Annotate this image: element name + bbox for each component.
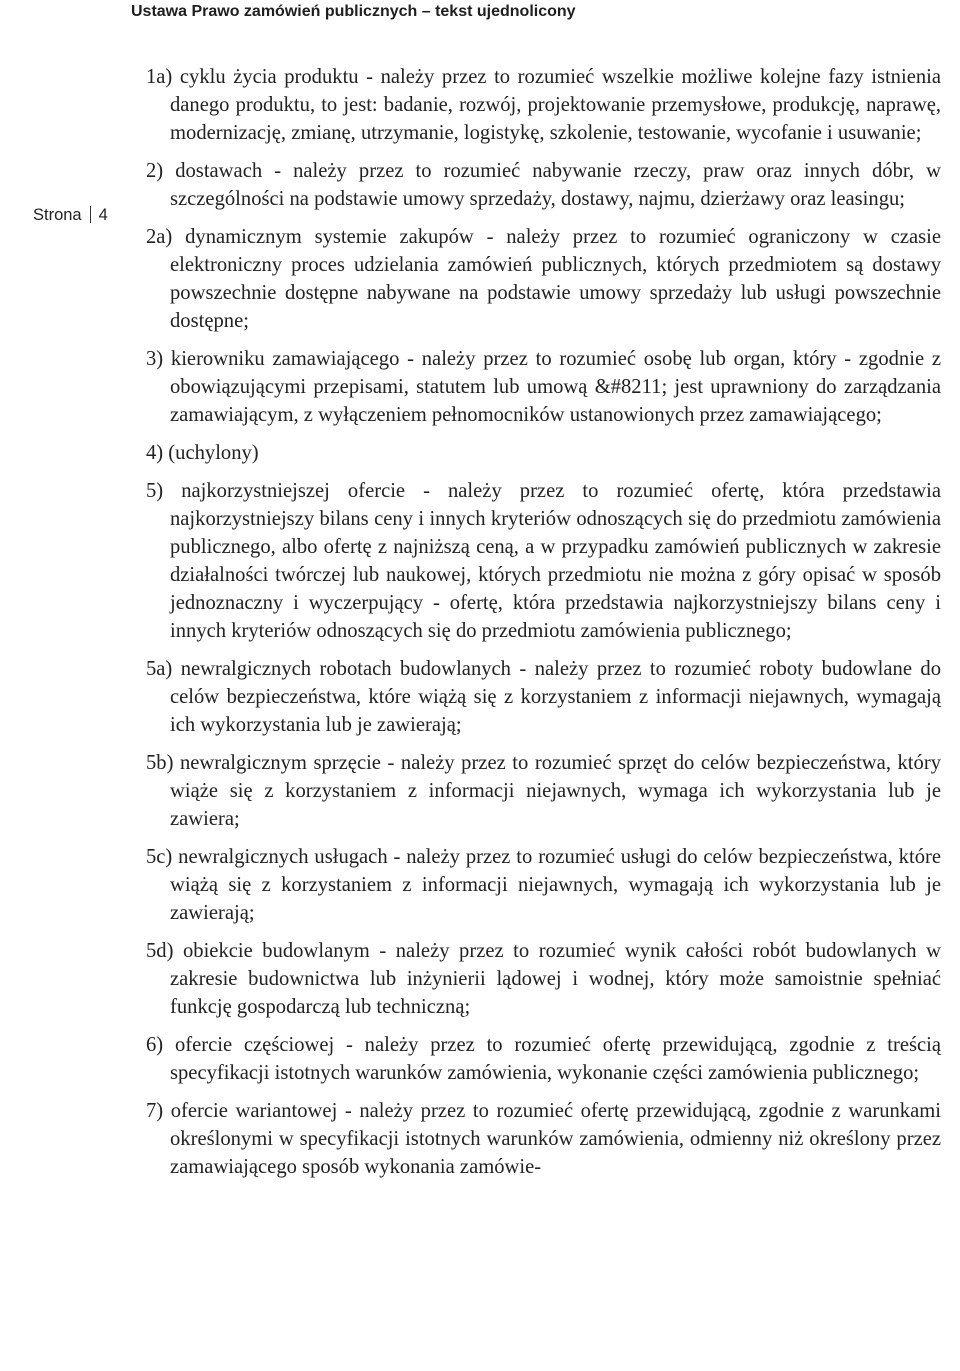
- definition-item-3: 3) kierowniku zamawiającego - należy przez to rozumieć osobę lub organ, który - zgodnie z obowiązującymi przepisami, statutem lub umową &#8211; jest uprawniony do zarządzania zamawiającym, z wyłączeniem pełnomocników ustanowionych przez zamawiającego;: [146, 348, 941, 426]
- definition-item-5b: 5b) newralgicznym sprzęcie - należy przez to rozumieć sprzęt do celów bezpieczeństwa, który wiąże się z korzystaniem z informacji niejawnych, wymaga ich wykorzystania lub je zawiera;: [146, 752, 941, 830]
- page-label-separator: [90, 206, 91, 223]
- page-number-label: [33, 204, 108, 226]
- definition-item-7: 7) ofercie wariantowej - należy przez to rozumieć ofertę przewidującą, zgodnie z warunkami określonymi w specyfikacji istotnych warunków zamówienia, odmienny niż określony przez zamawiającego sposób wykonania zamówie-: [146, 1100, 941, 1178]
- definition-item-5: 5) najkorzystniejszej ofercie - należy przez to rozumieć ofertę, która przedstawia najkorzystniejszy bilans ceny i innych kryteriów odnoszących się do przedmiotu zamówienia publicznego, albo ofertę z najniższą ceną, a w przypadku zamówień publicznych w zakresie działalności twórczej lub naukowej, których przedmiotu nie można z góry opisać w sposób jednoznaczny i wyczerpujący - ofertę, która przedstawia najkorzystniejszy bilans ceny i innych kryteriów odnoszących się do przedmiotu zamówienia publicznego;: [146, 480, 941, 642]
- definition-item-4: 4) (uchylony): [146, 442, 259, 464]
- definition-item-2a: 2a) dynamicznym systemie zakupów - należy przez to rozumieć ograniczony w czasie elektroniczny proces udzielania zamówień publicznych, których przedmiotem są dostawy powszechnie dostępne nabywane na podstawie umowy sprzedaży lub usługi powszechnie dostępne;: [146, 226, 941, 332]
- page-number: 4: [98, 206, 108, 224]
- document-body: [146, 63, 941, 1191]
- definition-item-2: 2) dostawach - należy przez to rozumieć nabywanie rzeczy, praw oraz innych dóbr, w szczególności na podstawie umowy sprzedaży, dostawy, najmu, dzierżawy oraz leasingu;: [146, 160, 941, 210]
- document-header-title: Ustawa Prawo zamówień publicznych – tekst ujednolicony: [131, 3, 576, 20]
- definition-item-6: 6) ofercie częściowej - należy przez to rozumieć ofertę przewidującą, zgodnie z treścią specyfikacji istotnych warunków zamówienia, wykonanie części zamówienia publicznego;: [146, 1034, 941, 1084]
- definition-item-1a: 1a) cyklu życia produktu - należy przez to rozumieć wszelkie możliwe kolejne fazy istnienia danego produktu, to jest: badanie, rozwój, projektowanie przemysłowe, produkcję, naprawę, modernizację, zmianę, utrzymanie, logistykę, szkolenie, testowanie, wycofanie i usuwanie;: [146, 66, 941, 144]
- definition-item-5d: 5d) obiekcie budowlanym - należy przez to rozumieć wynik całości robót budowlanych w zakresie budownictwa lub inżynierii lądowej i wodnej, który może samoistnie spełniać funkcję gospodarczą lub techniczną;: [146, 940, 941, 1018]
- definition-item-5c: 5c) newralgicznych usługach - należy przez to rozumieć usługi do celów bezpieczeństwa, które wiążą się z korzystaniem z informacji niejawnych, wymagają ich wykorzystania lub je zawierają;: [146, 846, 941, 924]
- page-label-word: Strona: [33, 206, 82, 224]
- definition-item-5a: 5a) newralgicznych robotach budowlanych - należy przez to rozumieć roboty budowlane do celów bezpieczeństwa, które wiążą się z korzystaniem z informacji niejawnych, wymagają ich wykorzystania lub je zawierają;: [146, 658, 941, 736]
